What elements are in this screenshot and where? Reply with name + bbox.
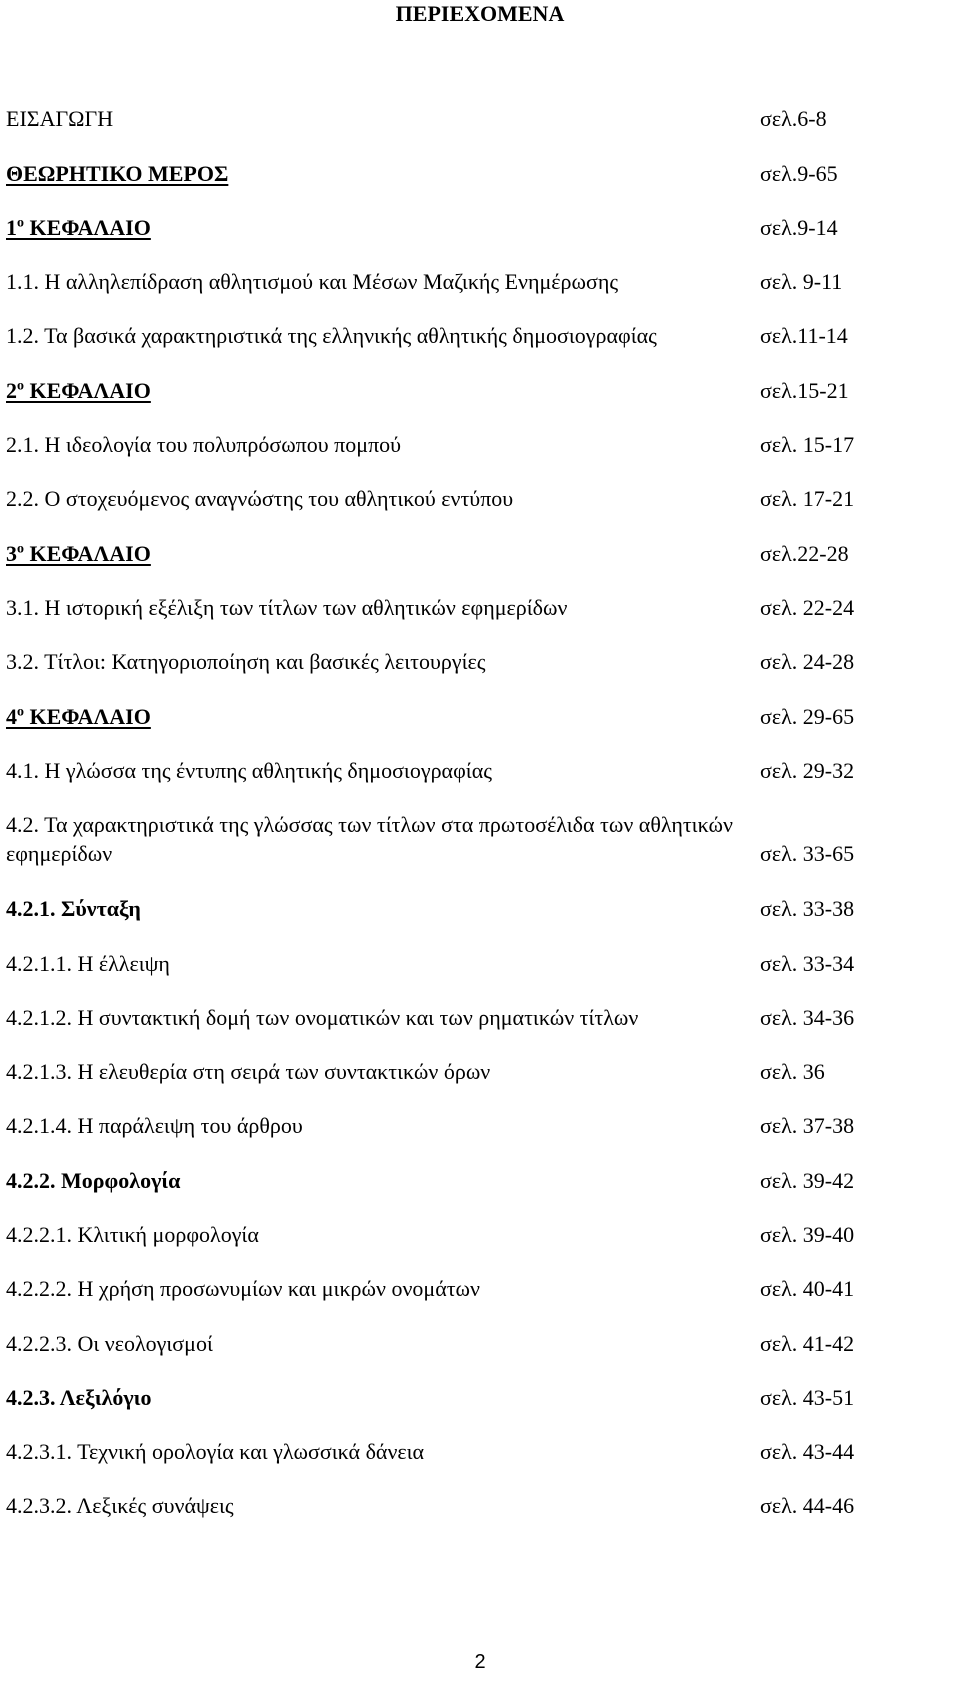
toc-entry-text: ΕΙΣΑΓΩΓΗ <box>6 106 114 131</box>
toc-entry-text: 4.1. Η γλώσσα της έντυπης αθλητικής δημοσιογραφίας <box>6 758 492 783</box>
toc-entry-text: 4.2.2.2. Η χρήση προσωνυμίων και μικρών ονομάτων <box>6 1276 480 1301</box>
toc-entry-text: ΘΕΩΡΗΤΙΚΟ ΜΕΡΟΣ <box>6 161 229 186</box>
toc-entry-text: 3.2. Τίτλοι: Κατηγοριοποίηση και βασικές λειτουργίες <box>6 649 486 674</box>
toc-entry-page: σελ. 33-34 <box>760 951 855 976</box>
ordinal-mark: ο <box>17 704 24 720</box>
ordinal-mark: ο <box>17 215 24 231</box>
toc-entry-page: σελ.11-14 <box>760 323 848 348</box>
toc-entry-introduction <box>6 105 946 133</box>
toc-entry-page: σελ.9-14 <box>760 215 838 240</box>
toc-entry-page: σελ. 39-42 <box>760 1168 855 1193</box>
toc-entry-theory-part <box>6 160 946 188</box>
toc-entry-page: σελ. 39-40 <box>760 1222 855 1247</box>
toc-entry-text: 2.1. Η ιδεολογία του πολυπρόσωπου πομπού <box>6 432 402 457</box>
toc-entry-4-1 <box>6 757 946 785</box>
toc-entry-2-1 <box>6 431 946 459</box>
ordinal-mark: ο <box>17 378 24 394</box>
toc-entry-text: 4.2.1.4. Η παράλειψη του άρθρου <box>6 1113 303 1138</box>
toc-entry-page: σελ. 29-32 <box>760 758 855 783</box>
toc-entry-page: σελ. 37-38 <box>760 1113 855 1138</box>
toc-entry-text: 4.2. Τα χαρακτηριστικά της γλώσσας των τίτλων στα πρωτοσέλιδα των αθλητικών <box>6 812 733 837</box>
toc-entry-page: σελ.22-28 <box>760 541 849 566</box>
toc-entry-4-2 <box>6 811 946 839</box>
toc-entry-text: 2.2. Ο στοχευόμενος αναγνώστης του αθλητικού εντύπου <box>6 486 514 511</box>
toc-entry-page: σελ.6-8 <box>760 106 827 131</box>
toc-entry-chapter-1 <box>6 214 946 242</box>
ordinal-mark: ο <box>17 541 24 557</box>
toc-entry-page: σελ. 33-65 <box>760 841 855 866</box>
toc-entry-page: σελ. 41-42 <box>760 1331 855 1356</box>
page-title: ΠΕΡΙΕΧΟΜΕΝΑ <box>395 1 565 26</box>
toc-entry-text: 4.2.2.1. Κλιτική μορφολογία <box>6 1222 259 1247</box>
toc-entry-chapter-2 <box>6 377 946 405</box>
toc-entry-text: 4.2.3. Λεξιλόγιο <box>6 1385 152 1410</box>
toc-entry-page: σελ. 40-41 <box>760 1276 855 1301</box>
toc-entry-page: σελ. 33-38 <box>760 896 855 921</box>
toc-entry-text: 4.2.1. Σύνταξη <box>6 896 141 921</box>
chapter-number: 2 <box>6 378 17 403</box>
toc-entry-page: σελ.9-65 <box>760 161 838 186</box>
toc-entry-4-2-3 <box>6 1384 946 1412</box>
toc-entry-text: 4.2.3.1. Τεχνική ορολογία και γλωσσικά δάνεια <box>6 1439 425 1464</box>
toc-entry-4-2-3-2 <box>6 1492 946 1520</box>
toc-entry-text: 4.2.2.3. Οι νεολογισμοί <box>6 1331 213 1356</box>
toc-entry-page: σελ. 17-21 <box>760 486 855 511</box>
toc-entry-text: ΚΕΦΑΛΑΙΟ <box>24 215 151 240</box>
toc-entry-text-continuation: εφημερίδων <box>6 841 113 866</box>
toc-entry-4-2-2 <box>6 1167 946 1195</box>
toc-entry-text: 4.2.2. Μορφολογία <box>6 1168 181 1193</box>
toc-entry-page: σελ. 44-46 <box>760 1493 855 1518</box>
toc-entry-page: σελ. 9-11 <box>760 269 843 294</box>
toc-entry-page: σελ. 29-65 <box>760 704 855 729</box>
toc-entry-page: σελ. 22-24 <box>760 595 855 620</box>
toc-entry-text: 4.2.1.1. Η έλλειψη <box>6 951 170 976</box>
toc-entry-text: ΚΕΦΑΛΑΙΟ <box>24 541 151 566</box>
toc-entry-page: σελ. 34-36 <box>760 1005 855 1030</box>
toc-entry-4-2-1-2 <box>6 1004 946 1032</box>
toc-entry-page: σελ.15-21 <box>760 378 849 403</box>
toc-entry-4-2-1-4 <box>6 1112 946 1140</box>
toc-entry-chapter-4 <box>6 703 946 731</box>
toc-entry-4-2-continuation <box>6 840 946 868</box>
toc-entry-4-2-1-1 <box>6 950 946 978</box>
toc-entry-page: σελ. 36 <box>760 1059 825 1084</box>
toc-entry-4-2-3-1 <box>6 1438 946 1466</box>
chapter-number: 3 <box>6 541 17 566</box>
toc-entry-3-2 <box>6 648 946 676</box>
toc-entry-text: 3.1. Η ιστορική εξέλιξη των τίτλων των αθλητικών εφημερίδων <box>6 595 568 620</box>
toc-entry-text: ΚΕΦΑΛΑΙΟ <box>24 704 151 729</box>
toc-entry-text: 4.2.3.2. Λεξικές συνάψεις <box>6 1493 234 1518</box>
toc-entry-text: 1.2. Τα βασικά χαρακτηριστικά της ελληνικής αθλητικής δημοσιογραφίας <box>6 323 657 348</box>
toc-entry-1-2 <box>6 322 946 350</box>
toc-entry-text: ΚΕΦΑΛΑΙΟ <box>24 378 151 403</box>
toc-entry-3-1 <box>6 594 946 622</box>
toc-entry-text: 1.1. Η αλληλεπίδραση αθλητισμού και Μέσων Μαζικής Ενημέρωσης <box>6 269 619 294</box>
toc-entry-text: 4.2.1.3. Η ελευθερία στη σειρά των συντακτικών όρων <box>6 1059 491 1084</box>
toc-entry-4-2-1 <box>6 895 946 923</box>
toc-entry-page: σελ. 24-28 <box>760 649 855 674</box>
toc-entry-2-2 <box>6 485 946 513</box>
toc-entry-page: σελ. 15-17 <box>760 432 855 457</box>
chapter-number: 4 <box>6 704 17 729</box>
toc-entry-page: σελ. 43-44 <box>760 1439 855 1464</box>
toc-entry-4-2-2-1 <box>6 1221 946 1249</box>
toc-entry-4-2-1-3 <box>6 1058 946 1086</box>
toc-entry-chapter-3 <box>6 540 946 568</box>
toc-entry-1-1 <box>6 268 946 296</box>
toc-entry-page: σελ. 43-51 <box>760 1385 855 1410</box>
toc-entry-text: 4.2.1.2. Η συντακτική δομή των ονοματικών και των ρηματικών τίτλων <box>6 1005 639 1030</box>
page-number: 2 <box>474 1651 486 1673</box>
chapter-number: 1 <box>6 215 17 240</box>
toc-entry-4-2-2-3 <box>6 1330 946 1358</box>
toc-entry-4-2-2-2 <box>6 1275 946 1303</box>
